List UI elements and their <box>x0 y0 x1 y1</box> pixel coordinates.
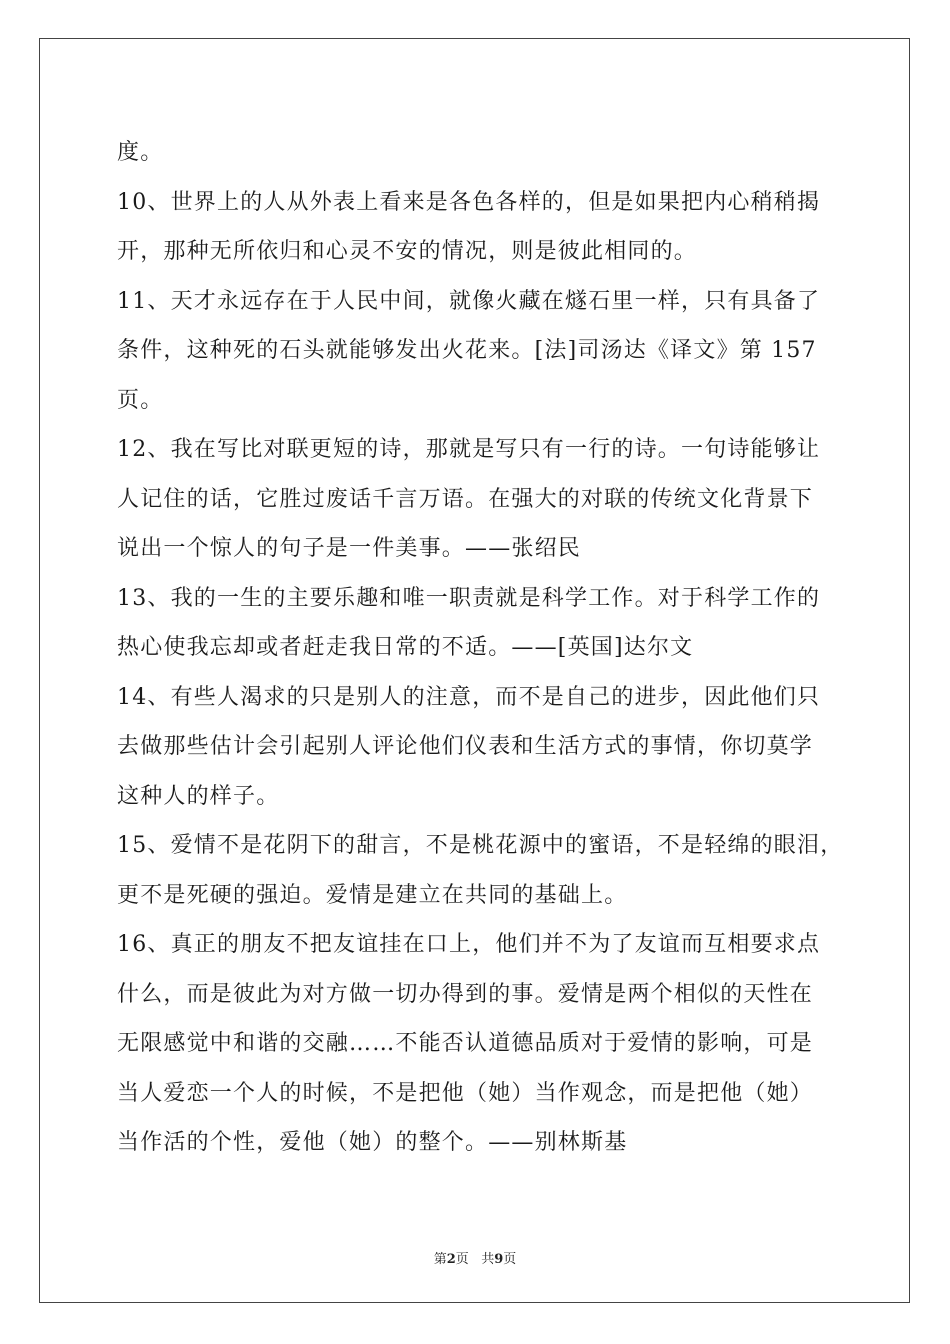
text-line: 13、我的一生的主要乐趣和唯一职责就是科学工作。对于科学工作的 <box>117 585 821 611</box>
text-line: 12、我在写比对联更短的诗，那就是写只有一行的诗。一句诗能够让 <box>117 437 821 462</box>
text-line: 条件，这种死的石头就能够发出火花来。[法]司汤达《译文》第 157 <box>117 338 817 363</box>
total-suffix: 页 <box>503 1252 517 1267</box>
page-footer <box>0 1248 950 1267</box>
text-line: 度。 <box>117 140 164 165</box>
text-line: 14、有些人渴求的只是别人的注意，而不是自己的进步，因此他们只 <box>117 684 821 710</box>
total-pages: 9 <box>494 1252 504 1267</box>
text-line: 热心使我忘却或者赶走我日常的不适。——[英国]达尔文 <box>117 635 694 660</box>
text-line: 什么，而是彼此为对方做一切办得到的事。爱情是两个相似的天性在 <box>117 981 814 1007</box>
text-line: 11、天才永远存在于人民中间，就像火藏在燧石里一样，只有具备了 <box>117 288 821 314</box>
text-line: 当人爱恋一个人的时候，不是把他（她）当作观念，而是把他（她） <box>117 1080 814 1106</box>
text-line: 页。 <box>117 387 164 413</box>
text-line: 当作活的个性，爱他（她）的整个。——别林斯基 <box>117 1130 628 1155</box>
text-line: 更不是死硬的强迫。爱情是建立在共同的基础上。 <box>117 882 628 908</box>
text-block <box>117 128 844 1168</box>
text-line: 开，那种无所依归和心灵不安的情况，则是彼此相同的。 <box>117 239 698 264</box>
total-prefix: 共 <box>481 1252 495 1267</box>
text-line: 10、世界上的人从外表上看来是各色各样的，但是如果把内心稍稍揭 <box>117 189 821 215</box>
page-suffix: 页 <box>455 1252 469 1267</box>
document-body <box>117 128 844 1168</box>
text-line: 去做那些估计会引起别人评论他们仪表和生活方式的事情，你切莫学 <box>117 734 814 759</box>
text-line: 16、真正的朋友不把友谊挂在口上，他们并不为了友谊而互相要求点 <box>117 932 821 957</box>
page-prefix: 第 <box>433 1252 447 1267</box>
text-line: 15、爱情不是花阴下的甜言，不是桃花源中的蜜语，不是轻绵的眼泪， <box>117 833 844 858</box>
text-line: 说出一个惊人的句子是一件美事。——张绍民 <box>117 536 582 561</box>
text-line: 人记住的话，它胜过废话千言万语。在强大的对联的传统文化背景下 <box>117 486 814 512</box>
text-line: 这种人的样子。 <box>117 783 280 809</box>
text-line: 无限感觉中和谐的交融……不能否认道德品质对于爱情的影响，可是 <box>117 1031 814 1056</box>
page-number: 2 <box>446 1252 456 1267</box>
